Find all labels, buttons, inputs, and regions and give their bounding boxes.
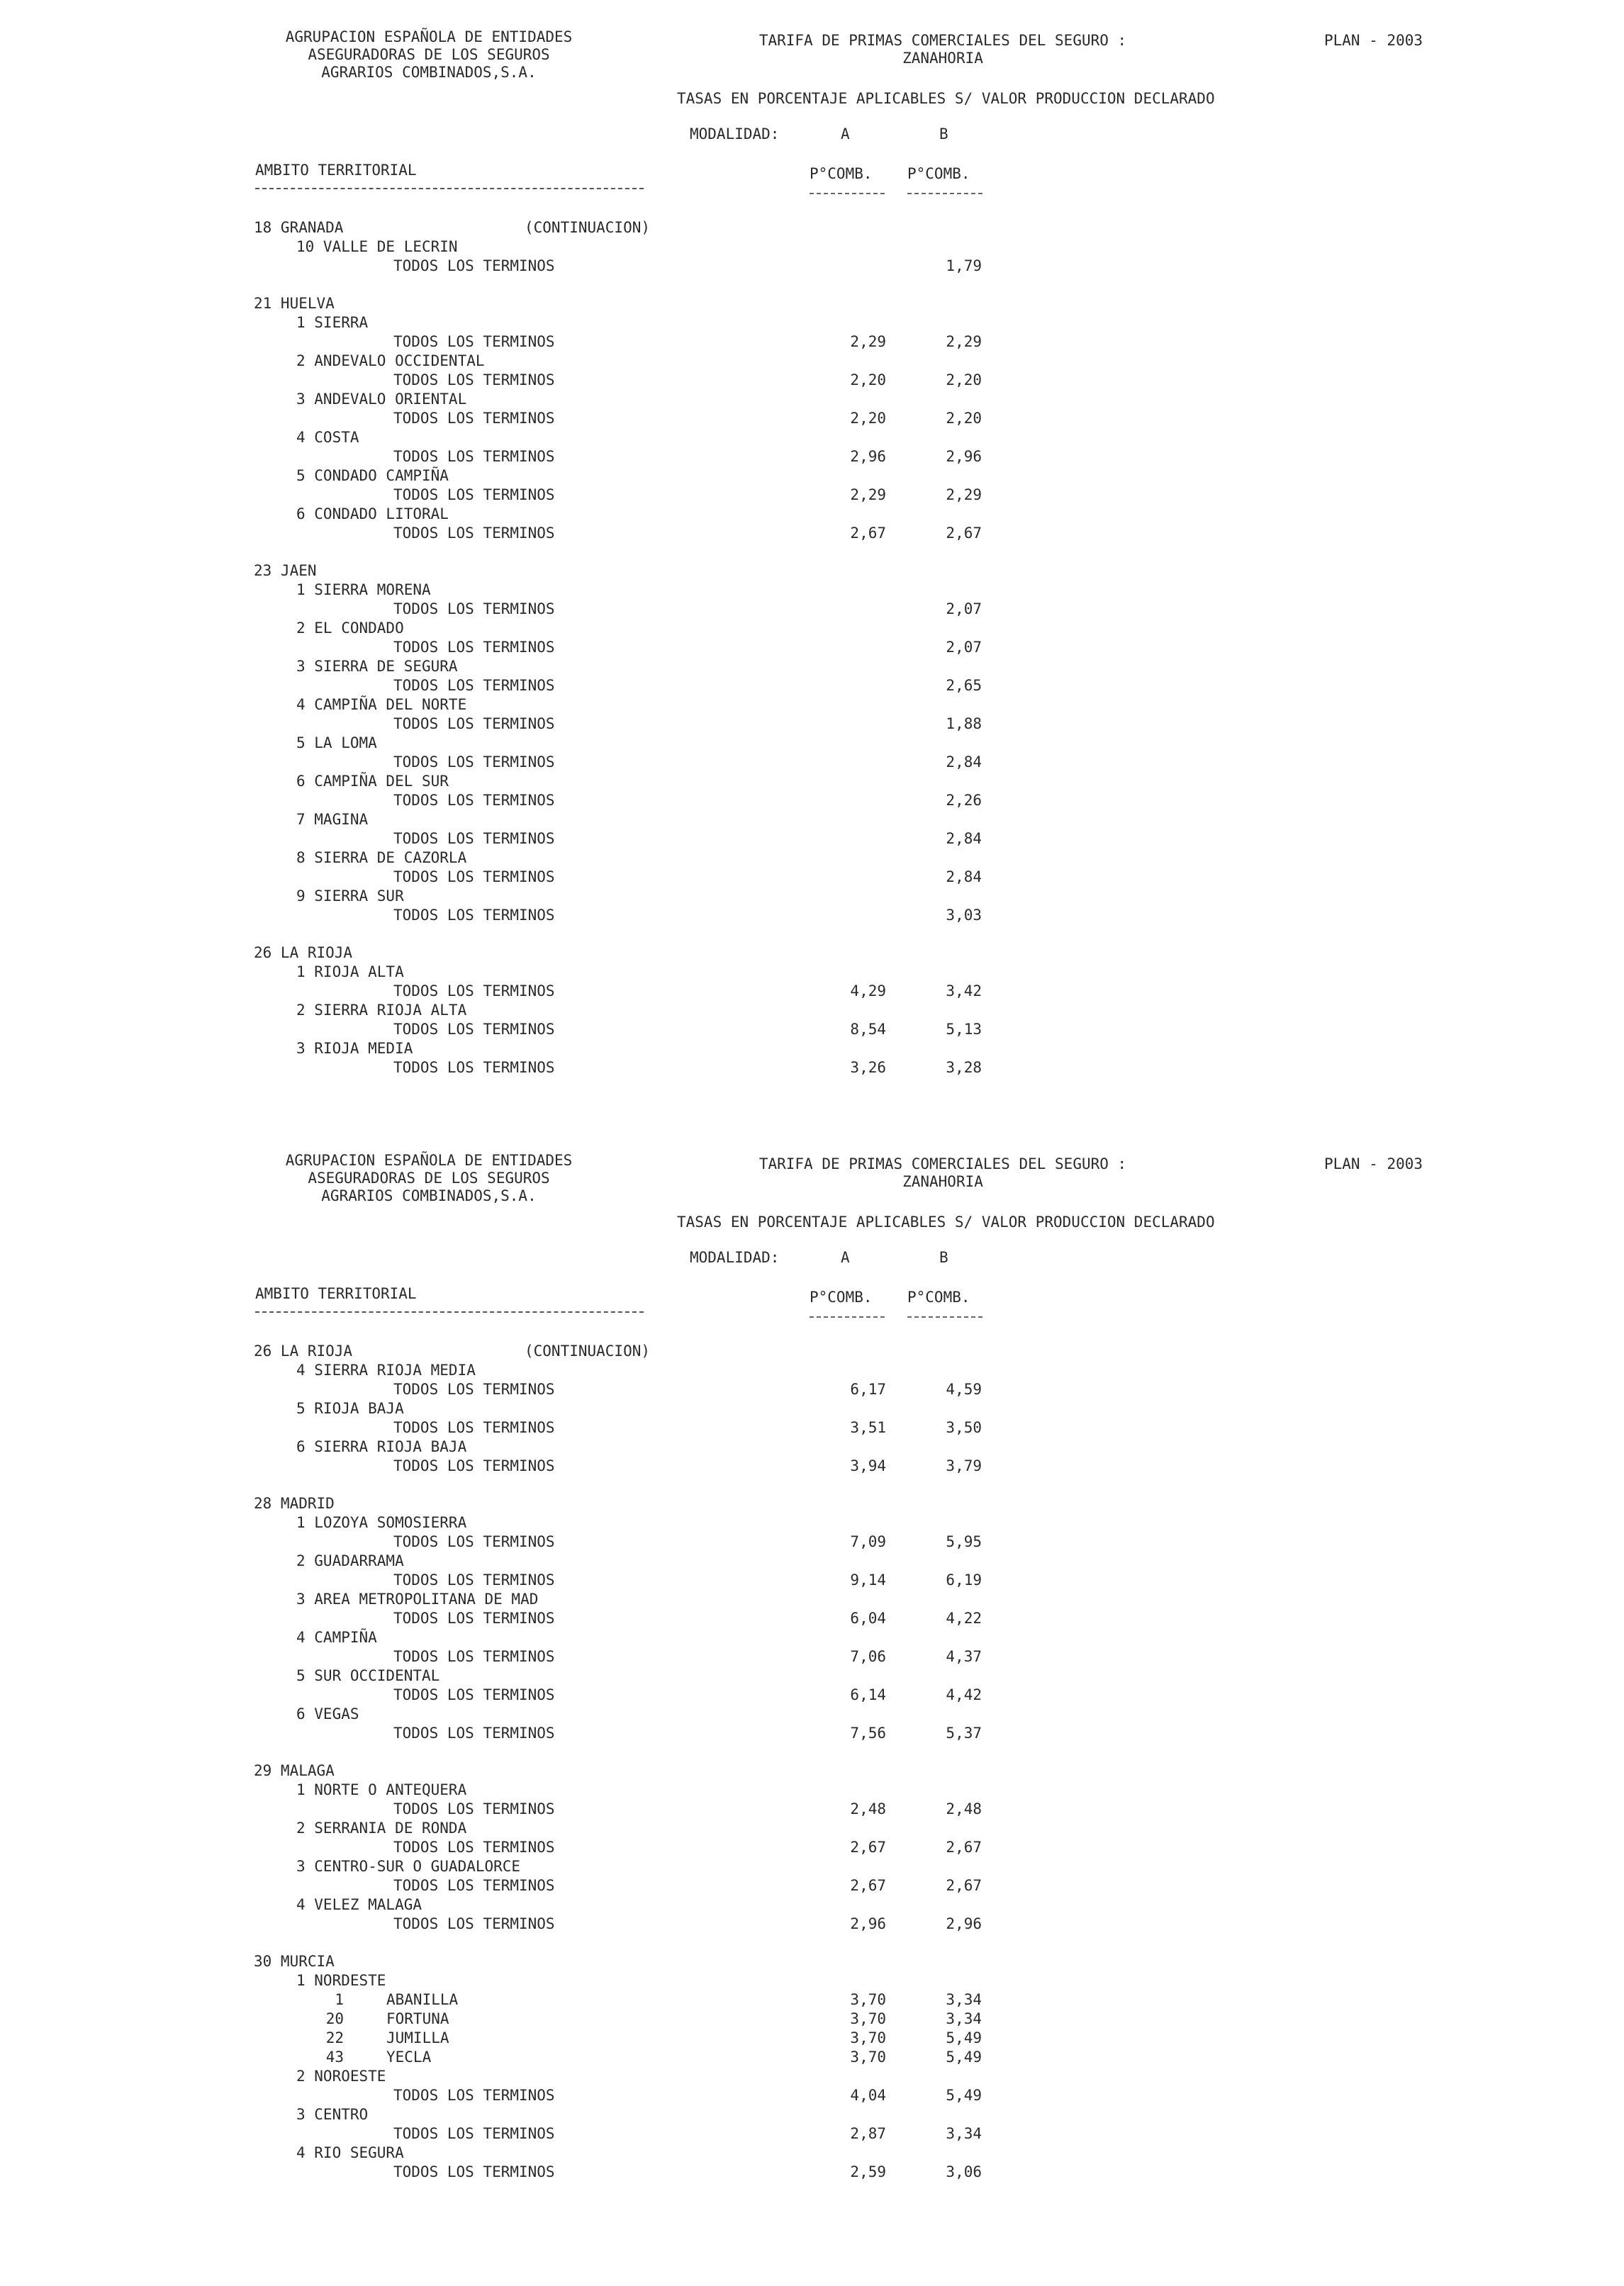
comarca-row [0,1590,1624,1609]
comarca-row [0,657,1624,676]
terminos-label: TODOS LOS TERMINOS [393,639,555,656]
rate-a: 4,04 [850,2087,886,2104]
province-name: 30 MURCIA [254,1953,335,1970]
terminos-label: TODOS LOS TERMINOS [393,1915,555,1932]
rate-a: 2,96 [850,1915,886,1932]
terminos-row [0,2086,1624,2105]
terminos-label: TODOS LOS TERMINOS [393,486,555,503]
rate-a: 7,09 [850,1533,886,1550]
rate-b: 4,59 [946,1381,982,1398]
province-row [0,1494,1624,1513]
comarca-row [0,848,1624,868]
terminos-row [0,371,1624,390]
rate-b: 5,49 [946,2029,982,2046]
rate-b: 2,96 [946,1915,982,1932]
terminos-row [0,2163,1624,2182]
pcomb-a-heading: P°COMB. [810,1289,873,1306]
municipality-row [0,2048,1624,2067]
comarca-row [0,734,1624,753]
terminos-label: TODOS LOS TERMINOS [393,982,555,999]
pcomb-a-underline [810,193,885,194]
rate-b: 2,84 [946,868,982,885]
comarca-row [0,1552,1624,1571]
terminos-row [0,1686,1624,1705]
modalidad-a-label: A [841,125,850,142]
terminos-row [0,715,1624,734]
comarca-row [0,1628,1624,1647]
terminos-label: TODOS LOS TERMINOS [393,1571,555,1589]
terminos-label: TODOS LOS TERMINOS [393,1419,555,1436]
rate-b: 2,96 [946,448,982,465]
comarca-name: 4 VELEZ MALAGA [296,1896,422,1913]
comarca-name: 1 SIERRA MORENA [296,581,431,598]
entity-header [241,28,617,82]
rates-table [0,1342,1624,2182]
terminos-label: TODOS LOS TERMINOS [393,1021,555,1038]
rate-a: 6,17 [850,1381,886,1398]
comarca-row [0,1001,1624,1020]
entity-line-1: AGRUPACION ESPAÑOLA DE ENTIDADES [285,1152,573,1169]
terminos-row [0,1609,1624,1628]
comarca-row [0,810,1624,829]
comarca-row [0,619,1624,638]
province-name: 23 JAEN [254,562,317,579]
continuation-label: (CONTINUACION) [525,219,651,236]
province-row [0,218,1624,237]
terminos-row [0,1571,1624,1590]
comarca-name: 6 SIERRA RIOJA BAJA [296,1438,467,1455]
modalidad-a-label: A [841,1249,850,1266]
comarca-name: 10 VALLE DE LECRIN [296,238,458,255]
terminos-label: TODOS LOS TERMINOS [393,448,555,465]
entity-header [241,1152,617,1205]
comarca-row [0,1039,1624,1058]
terminos-row [0,332,1624,352]
comarca-name: 5 SUR OCCIDENTAL [296,1667,440,1684]
tariff-title [688,1155,1198,1191]
terminos-row [0,600,1624,619]
comarca-name: 2 NOROESTE [296,2068,386,2085]
rate-b: 2,07 [946,600,982,617]
province-name: 18 GRANADA [254,219,344,236]
rates-table [0,218,1624,1077]
comarca-name: 4 CAMPIÑA DEL NORTE [296,696,467,713]
entity-line-3: AGRARIOS COMBINADOS,S.A. [321,1187,537,1204]
crop-name: ZANAHORIA [902,50,983,67]
terminos-row [0,447,1624,466]
comarca-name: 4 RIO SEGURA [296,2144,404,2161]
terminos-label: TODOS LOS TERMINOS [393,792,555,809]
terminos-label: TODOS LOS TERMINOS [393,600,555,617]
rate-a: 3,70 [850,1991,886,2008]
comarca-row [0,963,1624,982]
rate-b: 2,84 [946,830,982,847]
ambito-heading: AMBITO TERRITORIAL [255,162,417,179]
terminos-label: TODOS LOS TERMINOS [393,1839,555,1856]
terminos-row [0,486,1624,505]
terminos-label: TODOS LOS TERMINOS [393,907,555,924]
comarca-row [0,695,1624,715]
rate-b: 3,79 [946,1457,982,1474]
comarca-row [0,1819,1624,1838]
comarca-row [0,1361,1624,1380]
rate-a: 2,67 [850,1839,886,1856]
comarca-row [0,2067,1624,2086]
terminos-label: TODOS LOS TERMINOS [393,257,555,274]
rate-b: 3,06 [946,2163,982,2180]
comarca-name: 4 CAMPIÑA [296,1629,377,1646]
modalidad-label: MODALIDAD: [690,125,780,142]
terminos-row [0,676,1624,695]
municipality-row [0,2029,1624,2048]
terminos-label: TODOS LOS TERMINOS [393,1725,555,1742]
province-name: 21 HUELVA [254,295,335,312]
pcomb-a-underline [810,1316,885,1318]
rate-a: 7,56 [850,1725,886,1742]
rate-a: 2,48 [850,1800,886,1817]
terminos-label: TODOS LOS TERMINOS [393,1059,555,1076]
rate-b: 2,65 [946,677,982,694]
comarca-row [0,581,1624,600]
modalidad-b-label: B [939,1249,948,1266]
terminos-label: TODOS LOS TERMINOS [393,753,555,771]
terminos-row [0,1020,1624,1039]
comarca-name: 2 SIERRA RIOJA ALTA [296,1002,467,1019]
terminos-label: TODOS LOS TERMINOS [393,410,555,427]
comarca-name: 6 VEGAS [296,1705,359,1722]
modalidad-label: MODALIDAD: [690,1249,780,1266]
rate-b: 1,79 [946,257,982,274]
rate-b: 4,37 [946,1648,982,1665]
comarca-name: 2 ANDEVALO OCCIDENTAL [296,352,485,369]
pcomb-b-underline [907,1316,982,1318]
rate-b: 2,26 [946,792,982,809]
tariff-title-line: TARIFA DE PRIMAS COMERCIALES DEL SEGURO : [758,1155,1127,1172]
comarca-row [0,2105,1624,2124]
rate-b: 2,48 [946,1800,982,1817]
rate-b: 3,28 [946,1059,982,1076]
pcomb-a-heading: P°COMB. [810,165,873,182]
terminos-label: TODOS LOS TERMINOS [393,2125,555,2142]
rate-a: 2,59 [850,2163,886,2180]
province-row [0,1761,1624,1781]
comarca-name: 4 COSTA [296,429,359,446]
terminos-row [0,1915,1624,1934]
terminos-label: TODOS LOS TERMINOS [393,2087,555,2104]
plan-label: PLAN - 2003 [1324,1155,1423,1172]
terminos-label: TODOS LOS TERMINOS [393,677,555,694]
comarca-name: 5 RIOJA BAJA [296,1400,404,1417]
terminos-label: TODOS LOS TERMINOS [393,2163,555,2180]
municipality-name: JUMILLA [386,2029,449,2046]
comarca-row [0,237,1624,257]
comarca-name: 2 SERRANIA DE RONDA [296,1820,467,1837]
terminos-row [0,1457,1624,1476]
rate-a: 3,51 [850,1419,886,1436]
comarca-name: 3 CENTRO [296,2106,369,2123]
pcomb-b-heading: P°COMB. [907,1289,970,1306]
municipality-code: 22 [325,2029,344,2046]
terminos-row [0,409,1624,428]
comarca-name: 1 SIERRA [296,314,369,331]
rate-b: 5,49 [946,2087,982,2104]
comarca-row [0,1513,1624,1533]
rate-b: 6,19 [946,1571,982,1589]
comarca-name: 3 AREA METROPOLITANA DE MAD [296,1591,539,1608]
rate-b: 2,67 [946,525,982,542]
comarca-row [0,313,1624,332]
comarca-row [0,352,1624,371]
province-name: 28 MADRID [254,1495,335,1512]
pcomb-b-underline [907,193,982,194]
comarca-row [0,1705,1624,1724]
terminos-row [0,2124,1624,2144]
terminos-row [0,1724,1624,1743]
comarca-row [0,2144,1624,2163]
rate-a: 3,70 [850,2010,886,2027]
municipality-code: 43 [325,2049,344,2066]
rate-b: 2,20 [946,410,982,427]
comarca-row [0,1438,1624,1457]
comarca-name: 3 SIERRA DE SEGURA [296,658,458,675]
rate-a: 2,67 [850,525,886,542]
terminos-row [0,1800,1624,1819]
rates-description: TASAS EN PORCENTAJE APLICABLES S/ VALOR PRODUCCION DECLARADO [677,90,1215,107]
terminos-row [0,1058,1624,1077]
comarca-row [0,772,1624,791]
rate-a: 2,29 [850,333,886,350]
rate-a: 2,87 [850,2125,886,2142]
comarca-name: 4 SIERRA RIOJA MEDIA [296,1362,476,1379]
municipality-name: FORTUNA [386,2010,449,2027]
rate-a: 2,96 [850,448,886,465]
terminos-row [0,868,1624,887]
rate-b: 1,88 [946,715,982,732]
rate-b: 5,37 [946,1725,982,1742]
comarca-name: 5 LA LOMA [296,734,377,751]
rates-description: TASAS EN PORCENTAJE APLICABLES S/ VALOR PRODUCCION DECLARADO [677,1214,1215,1231]
comarca-name: 1 NORTE O ANTEQUERA [296,1781,467,1798]
rate-b: 5,95 [946,1533,982,1550]
rate-b: 3,03 [946,907,982,924]
rate-a: 2,29 [850,486,886,503]
province-row [0,1952,1624,1971]
municipality-code: 1 [335,1991,344,2008]
province-row [0,294,1624,313]
rate-a: 2,20 [850,410,886,427]
municipality-row [0,2010,1624,2029]
province-name: 26 LA RIOJA [254,1343,353,1360]
municipality-name: ABANILLA [386,1991,459,2008]
rate-b: 4,42 [946,1686,982,1703]
comarca-name: 3 ANDEVALO ORIENTAL [296,391,467,408]
comarca-row [0,887,1624,906]
terminos-label: TODOS LOS TERMINOS [393,1686,555,1703]
rate-a: 6,04 [850,1610,886,1627]
rate-a: 2,20 [850,371,886,388]
comarca-row [0,1666,1624,1686]
terminos-label: TODOS LOS TERMINOS [393,1877,555,1894]
comarca-name: 9 SIERRA SUR [296,887,404,904]
comarca-row [0,390,1624,409]
comarca-name: 6 CONDADO LITORAL [296,505,449,522]
terminos-label: TODOS LOS TERMINOS [393,371,555,388]
rate-b: 4,22 [946,1610,982,1627]
terminos-row [0,1533,1624,1552]
entity-line-2: ASEGURADORAS DE LOS SEGUROS [308,46,550,63]
continuation-label: (CONTINUACION) [525,1343,651,1360]
rate-a: 3,70 [850,2049,886,2066]
province-row [0,1342,1624,1361]
terminos-row [0,1380,1624,1399]
rate-a: 3,94 [850,1457,886,1474]
terminos-row [0,791,1624,810]
rate-b: 2,67 [946,1839,982,1856]
rate-b: 2,07 [946,639,982,656]
terminos-label: TODOS LOS TERMINOS [393,1457,555,1474]
rate-b: 5,49 [946,2049,982,2066]
comarca-row [0,466,1624,486]
comarca-name: 3 CENTRO-SUR O GUADALORCE [296,1858,521,1875]
rate-b: 2,29 [946,486,982,503]
terminos-row [0,906,1624,925]
comarca-name: 6 CAMPIÑA DEL SUR [296,773,449,790]
rate-b: 2,67 [946,1877,982,1894]
province-name: 29 MALAGA [254,1762,335,1779]
terminos-label: TODOS LOS TERMINOS [393,525,555,542]
terminos-row [0,1647,1624,1666]
rate-b: 2,29 [946,333,982,350]
terminos-row [0,753,1624,772]
pcomb-b-heading: P°COMB. [907,165,970,182]
rate-a: 8,54 [850,1021,886,1038]
rate-a: 3,26 [850,1059,886,1076]
terminos-label: TODOS LOS TERMINOS [393,715,555,732]
ambito-heading: AMBITO TERRITORIAL [255,1285,417,1302]
terminos-label: TODOS LOS TERMINOS [393,1381,555,1398]
rate-a: 7,06 [850,1648,886,1665]
rate-b: 2,20 [946,371,982,388]
ambito-underline [255,188,644,189]
comarca-name: 1 LOZOYA SOMOSIERRA [296,1514,467,1531]
rate-b: 3,42 [946,982,982,999]
comarca-row [0,428,1624,447]
terminos-row [0,257,1624,276]
comarca-row [0,1781,1624,1800]
terminos-row [0,1876,1624,1895]
comarca-name: 1 RIOJA ALTA [296,963,404,980]
terminos-label: TODOS LOS TERMINOS [393,1648,555,1665]
rate-b: 2,84 [946,753,982,771]
terminos-row [0,1418,1624,1438]
tariff-title [688,32,1198,67]
rate-b: 3,34 [946,2125,982,2142]
terminos-label: TODOS LOS TERMINOS [393,830,555,847]
modalidad-b-label: B [939,125,948,142]
rate-b: 3,34 [946,2010,982,2027]
terminos-row [0,982,1624,1001]
rate-b: 3,50 [946,1419,982,1436]
municipality-row [0,1990,1624,2010]
terminos-row [0,829,1624,848]
comarca-name: 2 EL CONDADO [296,620,404,637]
entity-line-3: AGRARIOS COMBINADOS,S.A. [321,64,537,81]
comarca-name: 5 CONDADO CAMPIÑA [296,467,449,484]
municipality-name: YECLA [386,2049,432,2066]
terminos-label: TODOS LOS TERMINOS [393,868,555,885]
comarca-name: 8 SIERRA DE CAZORLA [296,849,467,866]
rate-b: 5,13 [946,1021,982,1038]
crop-name: ZANAHORIA [902,1173,983,1190]
terminos-label: TODOS LOS TERMINOS [393,1533,555,1550]
comarca-row [0,1895,1624,1915]
comarca-name: 2 GUADARRAMA [296,1552,404,1569]
terminos-label: TODOS LOS TERMINOS [393,1610,555,1627]
province-row [0,561,1624,581]
comarca-name: 7 MAGINA [296,811,369,828]
rate-a: 4,29 [850,982,886,999]
tariff-title-line: TARIFA DE PRIMAS COMERCIALES DEL SEGURO : [758,32,1127,49]
comarca-row [0,1971,1624,1990]
rate-a: 2,67 [850,1877,886,1894]
terminos-label: TODOS LOS TERMINOS [393,333,555,350]
province-row [0,943,1624,963]
province-name: 26 LA RIOJA [254,944,353,961]
comarca-name: 3 RIOJA MEDIA [296,1040,413,1057]
terminos-row [0,524,1624,543]
rate-b: 3,34 [946,1991,982,2008]
terminos-row [0,1838,1624,1857]
rate-a: 6,14 [850,1686,886,1703]
ambito-underline [255,1311,644,1313]
plan-label: PLAN - 2003 [1324,32,1423,49]
terminos-label: TODOS LOS TERMINOS [393,1800,555,1817]
comarca-name: 1 NORDESTE [296,1972,386,1989]
comarca-row [0,1399,1624,1418]
entity-line-2: ASEGURADORAS DE LOS SEGUROS [308,1170,550,1187]
comarca-row [0,1857,1624,1876]
terminos-row [0,638,1624,657]
rate-a: 9,14 [850,1571,886,1589]
municipality-code: 20 [325,2010,344,2027]
rate-a: 3,70 [850,2029,886,2046]
entity-line-1: AGRUPACION ESPAÑOLA DE ENTIDADES [285,28,573,45]
comarca-row [0,505,1624,524]
